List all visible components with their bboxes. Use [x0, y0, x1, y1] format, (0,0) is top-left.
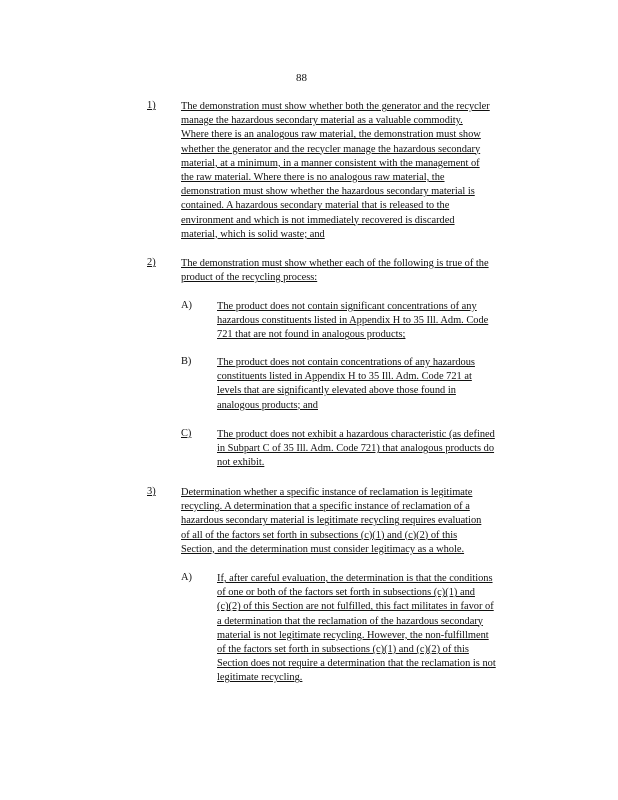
item-text [217, 300, 539, 343]
text-line: analogous products; and [217, 399, 318, 411]
item-marker: A) [181, 572, 192, 583]
text-line: demonstration must show whether the hazardous secondary material is [181, 186, 475, 198]
text-line: hazardous constituents listed in Appendix H to 35 Ill. Adm. Code [217, 315, 489, 327]
text-line: Where there is an analogous raw material, the demonstration must show [181, 129, 481, 141]
text-line: manage the hazardous secondary material as a valuable commodity. [181, 115, 463, 127]
text-line: The demonstration must show whether each of the following is true of the [181, 258, 489, 269]
text-line: hazardous secondary material is legitimate recycling requires evaluation [181, 515, 482, 527]
text-line: Section, and the determination must consider legitimacy as a whole. [181, 543, 465, 555]
text-line: material, at a minimum, in a manner consistent with the management of [181, 157, 480, 169]
text-line: contained. A hazardous secondary material that is released to the [181, 200, 450, 212]
item-text [217, 356, 539, 413]
text-line: If, after careful evaluation, the determination is that the conditions [217, 573, 493, 584]
item-marker: A) [181, 300, 192, 311]
text-line: constituents listed in Appendix H to 35 Ill. Adm. Code 721 at [217, 371, 472, 383]
item-marker: 2) [147, 257, 156, 268]
text-line: material, which is solid waste; and [181, 228, 325, 240]
text-line: a determination that the reclamation of the hazardous secondary [217, 615, 484, 627]
item-text [181, 257, 537, 285]
item-marker: B) [181, 356, 192, 367]
text-line: not exhibit. [217, 457, 265, 469]
text-line: the raw material. Where there is no analogous raw material, the [181, 171, 445, 183]
text-line: of one or both of the factors set forth in subsections (c)(1) and [217, 587, 475, 599]
text-line: whether the generator and the recycler manage the hazardous secondary [181, 143, 481, 155]
item-text [181, 486, 537, 557]
text-line: (c)(2) of this Section are not fulfilled, this fact militates in favor of [217, 601, 494, 613]
item-marker: C) [181, 428, 192, 439]
item-text [217, 572, 541, 686]
text-line: legitimate recycling. [217, 672, 303, 684]
text-line: product of the recycling process: [181, 272, 318, 284]
item-text [181, 100, 537, 242]
text-line: Section does not require a determination that the reclamation is not [217, 658, 496, 670]
text-line: The product does not exhibit a hazardous characteristic (as defined [217, 429, 495, 440]
text-line: 721 that are not found in analogous products; [217, 329, 406, 341]
text-line: material is not legitimate recycling. However, the non-fulfillment [217, 629, 489, 641]
page-number: 88 [296, 72, 307, 84]
text-line: recycling. A determination that a specific instance of reclamation of a [181, 501, 470, 513]
text-line: The product does not contain concentrations of any hazardous [217, 357, 475, 368]
text-line: environment and which is not immediately recovered is discarded [181, 214, 455, 226]
text-line: of the factors set forth in subsections (c)(1) and (c)(2) of this [217, 643, 469, 655]
text-line: in Subpart C of 35 Ill. Adm. Code 721) that analogous products do [217, 443, 495, 455]
text-line: levels that are significantly elevated above those found in [217, 385, 456, 397]
item-marker: 3) [147, 486, 156, 497]
text-line: The product does not contain significant concentrations of any [217, 301, 477, 312]
item-marker: 1) [147, 100, 156, 111]
text-line: The demonstration must show whether both the generator and the recycler [181, 101, 490, 112]
text-line: of all of the factors set forth in subsections (c)(1) and (c)(2) of this [181, 529, 458, 541]
text-line: Determination whether a specific instance of reclamation is legitimate [181, 487, 473, 498]
item-text [217, 428, 539, 471]
